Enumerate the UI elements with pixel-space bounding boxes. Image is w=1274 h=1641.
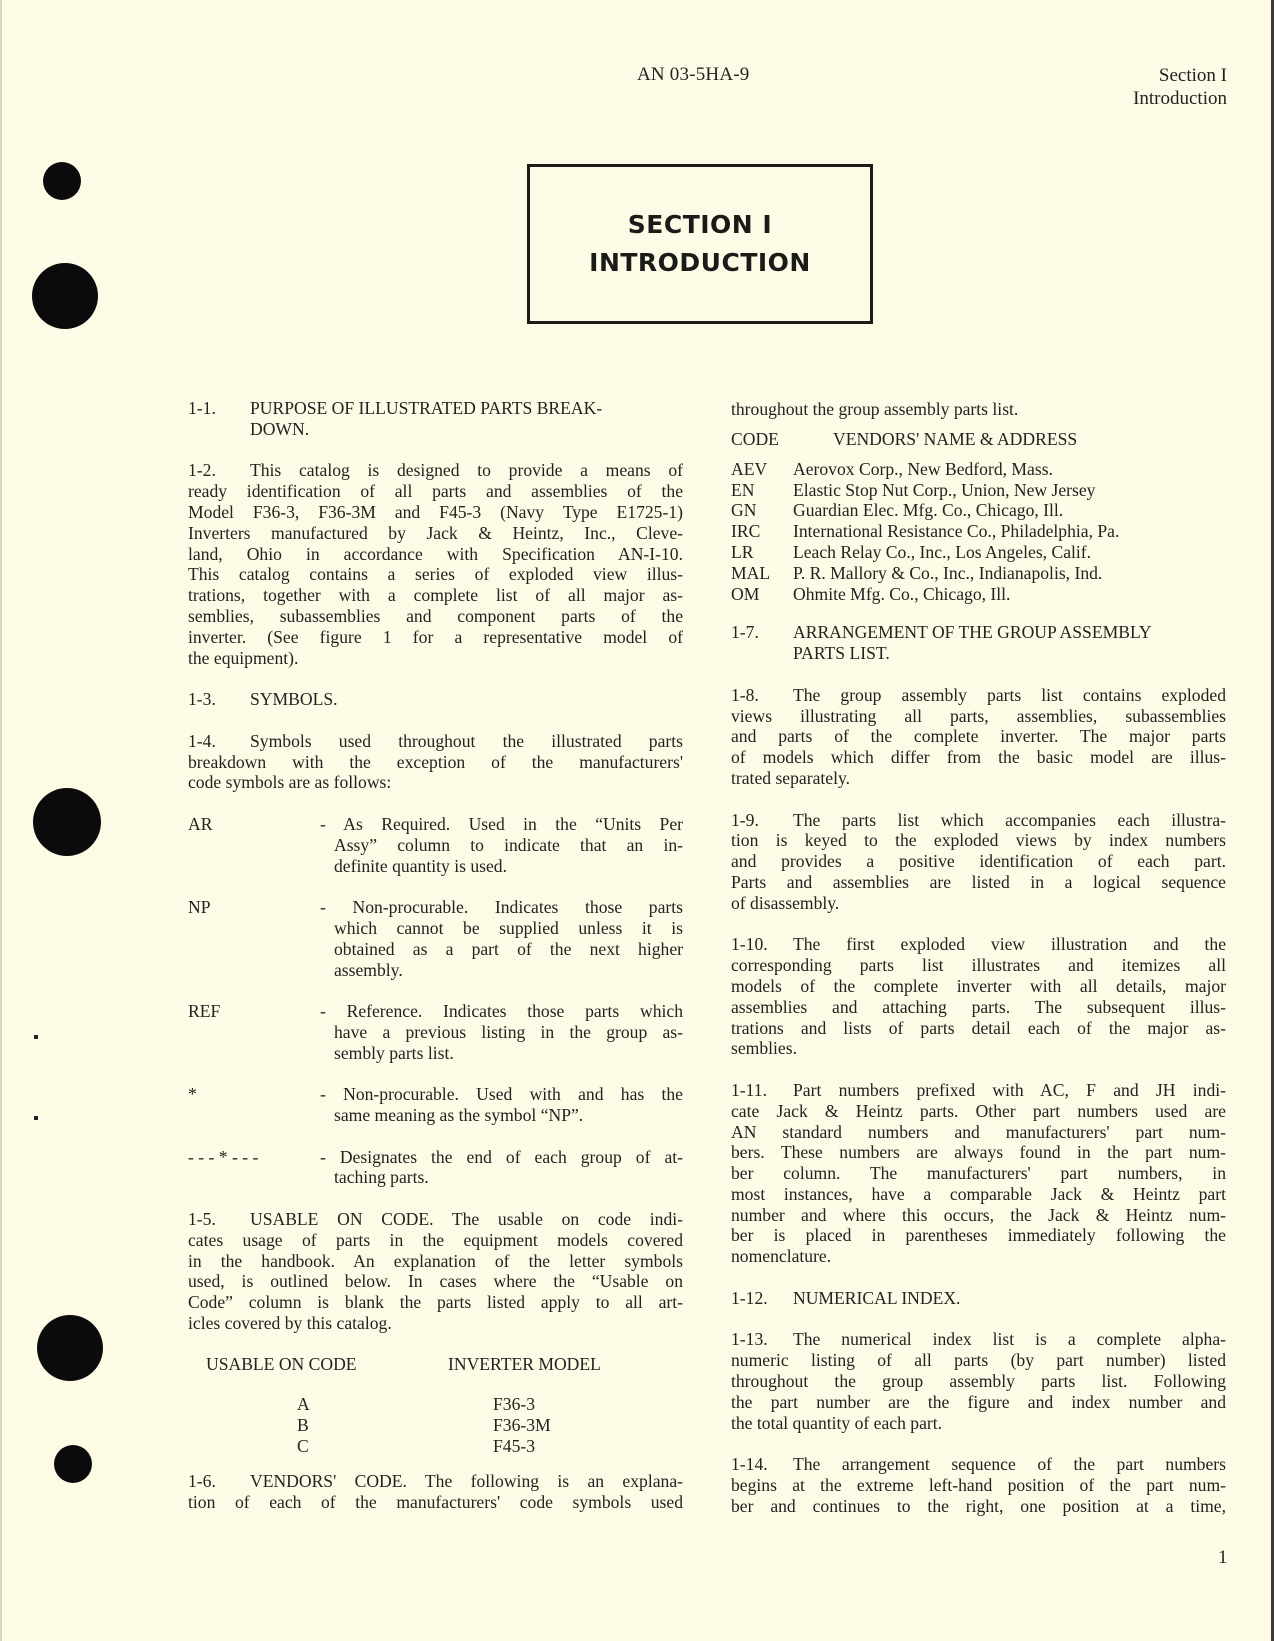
column-header-code: CODE <box>731 428 779 449</box>
heading-text: DOWN. <box>250 418 310 439</box>
vendor-name: International Resistance Co., Philadelphia, Pa. <box>793 521 1120 542</box>
column-header-model: INVERTER MODEL <box>448 1353 601 1374</box>
paragraph-number: 1-7. <box>731 622 759 643</box>
vendor-code: OM <box>731 583 760 604</box>
paragraph-number: 1-12. <box>731 1287 768 1308</box>
section-subtitle: INTRODUCTION <box>589 248 811 277</box>
paragraph-1-4: 1-4. Symbols used throughout the illustrated parts breakdown with the exception of the manufacturers' code symbols are as follows: <box>188 730 683 793</box>
column-header-vendor: VENDORS' NAME & ADDRESS <box>833 428 1078 449</box>
symbol-entry-ar: AR - As Required. Used in the “Units Per Assy” column to indicate that an in- definite quantity is used. <box>188 813 683 876</box>
paragraph-1-6: 1-6. VENDORS' CODE. The following is an explana- tion of each of the manufacturers' code symbols used <box>188 1470 683 1512</box>
table-row <box>731 563 1226 584</box>
heading-text: NUMERICAL INDEX. <box>793 1287 961 1308</box>
table-row <box>731 500 1226 521</box>
paragraph-1-12 <box>731 1288 1226 1309</box>
table-row <box>731 584 1226 605</box>
punch-hole-large-bottom <box>37 1315 103 1381</box>
vendor-code: AEV <box>731 458 768 479</box>
paragraph-number: 1-3. <box>188 689 216 710</box>
section-label: Section I <box>1158 65 1227 86</box>
vendor-name: Ohmite Mfg. Co., Chicago, Ill. <box>793 583 1011 604</box>
paragraph-1-13: 1-13. The numerical index list is a complete alpha- numeric listing of all parts (by part number) listed throughout the group assembly parts list. Following the part number are the figure and index number and the total quantity of each part. <box>731 1329 1226 1433</box>
usable-on-code-table <box>188 1354 683 1457</box>
symbol-key: NP <box>188 897 211 918</box>
page-left-edge <box>0 0 2 1641</box>
table-row <box>731 521 1226 542</box>
inverter-model: F45-3 <box>493 1435 536 1456</box>
paragraph-number: 1-2. <box>188 460 216 481</box>
usable-code: B <box>297 1414 309 1435</box>
paragraph-1-9: 1-9. The parts list which accompanies each illustra- tion is keyed to the exploded views by index numbers and provides a positive identification of each part. Parts and assemblies are listed in a logical sequence of disassembly. <box>731 809 1226 913</box>
symbol-key: REF <box>188 1001 221 1022</box>
paragraph-1-11: 1-11. Part numbers prefixed with AC, F and JH indi- cate Jack & Heintz parts. Other part numbers used are AN standard numbers and manufacturers' part num- bers. These numbers are always found in the part num- ber column. The manufacturers' part numbers, in most instances, have a comparable Jack & Heintz part number and where this occurs, the Jack & Heintz num- ber is placed in parentheses immediately following the nomenclature. <box>731 1079 1226 1267</box>
vendor-code: LR <box>731 541 754 562</box>
heading-text: ARRANGEMENT OF THE GROUP ASSEMBLY <box>793 622 1152 643</box>
margin-mark <box>34 1035 38 1039</box>
paragraph-1-10: 1-10. The first exploded view illustration and the corresponding parts list illustrates and itemizes all models of the complete inverter with all details, major assemblies and attaching parts. The subsequent illus- trations and lists of parts detail each of the major as- semblies. <box>731 934 1226 1059</box>
paragraph-1-1 <box>188 398 683 440</box>
table-row <box>188 1436 683 1457</box>
paragraph-1-5: 1-5. USABLE ON CODE. The usable on code indi- cates usage of parts in the equipment models covered in the handbook. An explanation of the letter symbols used, is outlined below. In cases where the “Usable on Code” column is blank the parts listed apply to all art- icles covered by this catalog. <box>188 1209 683 1334</box>
margin-mark <box>34 1116 38 1120</box>
symbol-key: * <box>188 1084 197 1105</box>
table-header <box>188 1354 683 1376</box>
table-row <box>731 542 1226 563</box>
usable-code: C <box>297 1435 309 1456</box>
punch-hole-large-top <box>32 263 98 329</box>
symbol-entry-attaching-parts: - - - * - - - - Designates the end of each group of at- taching parts. <box>188 1146 683 1188</box>
heading-text: PURPOSE OF ILLUSTRATED PARTS BREAK- <box>250 398 603 418</box>
table-row <box>188 1415 683 1436</box>
usable-code: A <box>297 1393 310 1414</box>
symbol-key: AR <box>188 813 213 834</box>
vendor-name: Guardian Elec. Mfg. Co., Chicago, Ill. <box>793 500 1064 521</box>
paragraph-number: 1-8. <box>731 684 759 705</box>
vendor-name: P. R. Mallory & Co., Inc., Indianapolis, Ind. <box>793 562 1103 583</box>
symbol-entry-asterisk: * - Non-procurable. Used with and has the same meaning as the symbol “NP”. <box>188 1084 683 1126</box>
symbol-entry-ref: REF - Reference. Indicates those parts which have a previous listing in the group as- sembly parts list. <box>188 1001 683 1063</box>
paragraph-number: 1-13. <box>731 1329 768 1350</box>
punch-hole-small-bottom <box>54 1445 92 1483</box>
document-number: AN 03-5HA-9 <box>637 64 750 85</box>
paragraph-1-3 <box>188 689 683 710</box>
paragraph-number: 1-14. <box>731 1454 768 1475</box>
section-title: SECTION I <box>627 210 773 239</box>
left-column <box>188 398 683 1512</box>
punch-hole-large-middle <box>33 788 101 856</box>
vendor-code: MAL <box>731 562 771 583</box>
punch-hole-small-top <box>43 162 81 200</box>
vendor-name: Leach Relay Co., Inc., Los Angeles, Calif. <box>793 541 1092 562</box>
paragraph-1-2: 1-2. This catalog is designed to provide a means of ready identification of all parts and assemblies of the Model F36-3, F36-3M and F45-3 (Navy Type E1725-1) Inverters manufactured by Jack & Heintz, Inc., Cleve- land, Ohio in accordance with Specification AN-I-10. This catalog contains a series of exploded view illus- trations, together with a complete list of all major as- semblies, subassemblies and component parts of the inverter. (See figure 1 for a representative model of the equipment). <box>188 460 683 668</box>
vendor-name: Aerovox Corp., New Bedford, Mass. <box>793 458 1053 479</box>
column-header-code: USABLE ON CODE <box>206 1353 357 1374</box>
paragraph-number: 1-6. <box>188 1470 216 1491</box>
inverter-model: F36-3 <box>493 1393 536 1414</box>
vendor-code: EN <box>731 479 755 500</box>
heading-text: SYMBOLS. <box>250 689 338 710</box>
table-row <box>731 480 1226 501</box>
paragraph-number: 1-1. <box>188 398 216 418</box>
right-column <box>731 399 1226 1517</box>
vendor-name: Elastic Stop Nut Corp., Union, New Jersey <box>793 479 1096 500</box>
running-head <box>1133 64 1227 110</box>
inverter-model: F36-3M <box>493 1414 551 1435</box>
table-row <box>188 1394 683 1415</box>
symbol-entry-np: NP - Non-procurable. Indicates those parts which cannot be supplied unless it is obtained as a part of the next higher assembly. <box>188 897 683 980</box>
symbol-key: - - - * - - - <box>188 1146 259 1167</box>
paragraph-number: 1-5. <box>188 1209 216 1230</box>
table-header <box>731 429 1226 453</box>
section-title-box <box>527 164 873 324</box>
paragraph-number: 1-11. <box>731 1079 767 1100</box>
vendor-code: IRC <box>731 521 761 542</box>
paragraph-number: 1-9. <box>731 809 759 830</box>
paragraph-number: 1-10. <box>731 934 768 955</box>
vendors-table <box>731 429 1226 605</box>
heading-text: PARTS LIST. <box>793 643 890 664</box>
table-row <box>731 459 1226 480</box>
page-number: 1 <box>1218 1547 1228 1568</box>
paragraph-1-7 <box>731 622 1226 664</box>
paragraph-1-14: 1-14. The arrangement sequence of the part numbers begins at the extreme left-hand position of the part num- ber and continues to the right, one position at a time, <box>731 1454 1226 1516</box>
paragraph-number: 1-4. <box>188 730 216 751</box>
vendor-code: GN <box>731 500 757 521</box>
section-name: Introduction <box>1133 88 1227 109</box>
paragraph-1-6-continued: throughout the group assembly parts list. <box>731 399 1019 419</box>
paragraph-1-8: 1-8. The group assembly parts list contains exploded views illustrating all parts, assemblies, subassemblies and parts of the complete inverter. The major parts of models which differ from the basic model are illus- trated separately. <box>731 684 1226 788</box>
